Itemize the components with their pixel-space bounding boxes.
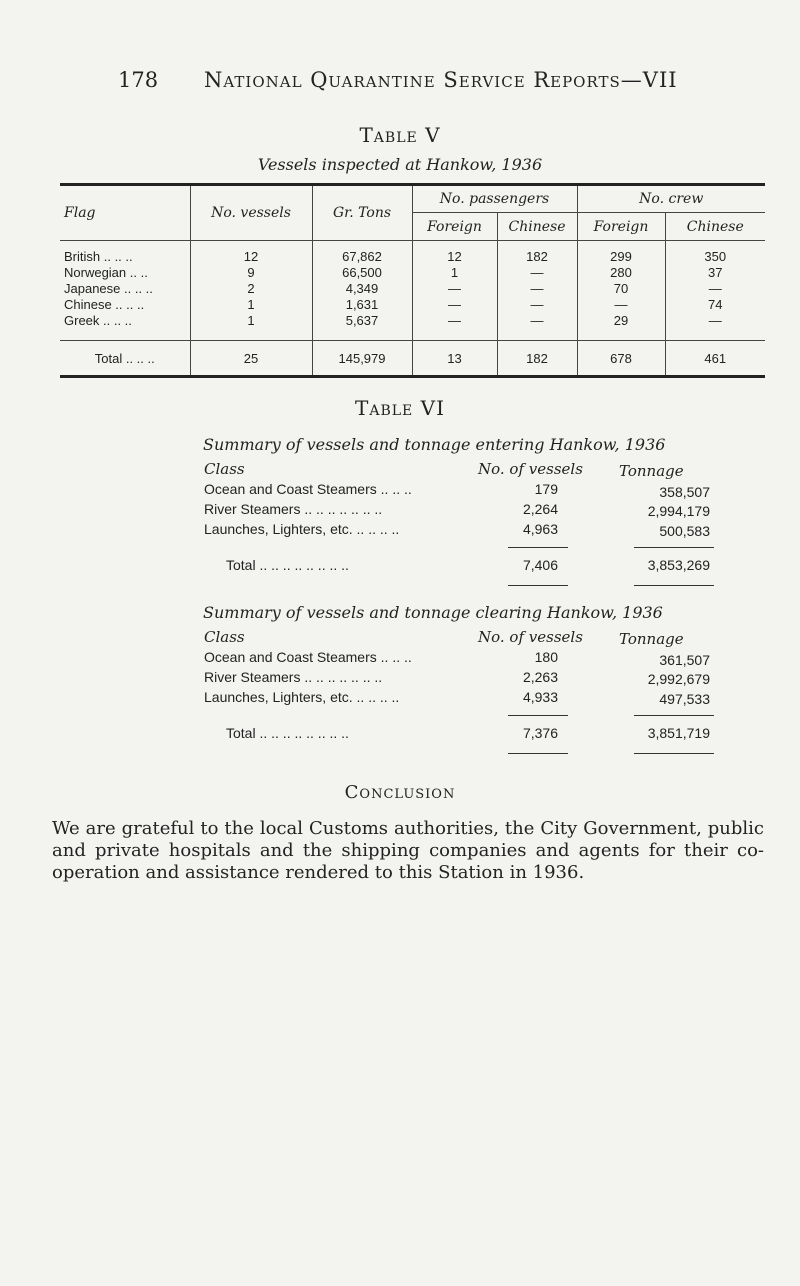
col-crew-foreign: Foreign [577, 213, 665, 241]
entering-row-vessels: 2,264 [522, 501, 558, 517]
col-passengers-foreign: Foreign [412, 213, 497, 241]
total-crew-chinese: 461 [665, 341, 765, 377]
cell-passengers-chinese: 182 [497, 249, 577, 265]
entering-col-class: Class [204, 460, 245, 478]
entering-total-rule [508, 585, 568, 586]
clearing-col-tonnage: Tonnage [619, 630, 684, 648]
clearing-total-rule [508, 753, 568, 754]
cell-passengers-foreign: — [412, 313, 497, 329]
entering-row-label: Launches, Lighters, etc. .. .. .. .. [204, 521, 400, 537]
clearing-total-label: Total .. .. .. .. .. .. .. .. [226, 725, 349, 741]
total-passengers-chinese: 182 [497, 341, 577, 377]
page-number: 178 [118, 68, 159, 92]
col-flag: Flag [64, 205, 96, 221]
conclusion-heading: Conclusion [344, 782, 456, 803]
running-title: National Quarantine Service Reports—VII [204, 68, 678, 92]
total-vessels: 25 [190, 341, 312, 377]
cell-vessels: 1 [190, 297, 312, 313]
table-row [60, 249, 765, 265]
cell-crew-chinese: 37 [665, 265, 765, 281]
entering-subtotal-rule [508, 547, 568, 548]
clearing-row-label: River Steamers .. .. .. .. .. .. .. [204, 669, 383, 685]
cell-flag: Norwegian .. .. [64, 264, 148, 280]
total-tons: 145,979 [312, 341, 412, 377]
cell-crew-chinese: — [665, 281, 765, 297]
cell-vessels: 12 [190, 249, 312, 265]
cell-passengers-chinese: — [497, 313, 577, 329]
cell-crew-foreign: — [577, 297, 665, 313]
clearing-row-tonnage: 2,992,679 [647, 671, 710, 687]
clearing-subtotal-rule [508, 715, 568, 716]
conclusion-text: We are grateful to the local Customs authorities, the City Government, public and private hospitals and the shipping companies and agents for their co-operation and assistance rendered to this Station in 1936. [52, 818, 764, 883]
clearing-subtitle: Summary of vessels and tonnage clearing Hankow, 1936 [203, 603, 663, 622]
clearing-total-rule [634, 753, 714, 754]
entering-col-tonnage: Tonnage [619, 462, 684, 480]
total-passengers-foreign: 13 [412, 341, 497, 377]
cell-crew-chinese: 74 [665, 297, 765, 313]
entering-subtotal-rule [634, 547, 714, 548]
cell-crew-foreign: 29 [577, 313, 665, 329]
cell-vessels: 2 [190, 281, 312, 297]
entering-total-tonnage: 3,853,269 [647, 557, 710, 573]
clearing-row-vessels: 2,263 [522, 669, 558, 685]
cell-passengers-foreign: 12 [412, 249, 497, 265]
clearing-row-vessels: 180 [534, 649, 558, 665]
cell-crew-foreign: 70 [577, 281, 665, 297]
cell-flag: Chinese .. .. .. [64, 296, 145, 312]
cell-vessels: 9 [190, 265, 312, 281]
clearing-col-class: Class [204, 628, 245, 646]
entering-total-label: Total .. .. .. .. .. .. .. .. [226, 557, 349, 573]
table-row [60, 265, 765, 281]
table-v [60, 183, 765, 378]
cell-flag: Greek .. .. .. [64, 312, 132, 328]
entering-row-vessels: 4,963 [522, 521, 558, 537]
col-passengers-chinese: Chinese [497, 213, 577, 241]
entering-row-tonnage: 2,994,179 [647, 503, 710, 519]
cell-tons: 4,349 [312, 281, 412, 297]
cell-tons: 1,631 [312, 297, 412, 313]
table-total-row [60, 341, 765, 377]
clearing-row-tonnage: 361,507 [659, 652, 710, 668]
table-vi-title: Table VI [355, 396, 445, 420]
table-row [60, 281, 765, 297]
col-tons: Gr. Tons [312, 185, 412, 241]
cell-passengers-foreign: 1 [412, 265, 497, 281]
clearing-total-vessels: 7,376 [522, 725, 558, 741]
entering-total-rule [634, 585, 714, 586]
entering-col-vessels: No. of vessels [478, 460, 583, 478]
total-label: Total .. .. .. [94, 350, 155, 366]
cell-crew-chinese: 350 [665, 249, 765, 265]
table-v-title: Table V [359, 123, 441, 147]
cell-passengers-foreign: — [412, 281, 497, 297]
cell-passengers-chinese: — [497, 297, 577, 313]
col-crew-chinese: Chinese [665, 213, 765, 241]
cell-crew-foreign: 299 [577, 249, 665, 265]
table-row [60, 297, 765, 313]
clearing-subtotal-rule [634, 715, 714, 716]
clearing-total-tonnage: 3,851,719 [647, 725, 710, 741]
clearing-col-vessels: No. of vessels [478, 628, 583, 646]
entering-subtitle: Summary of vessels and tonnage entering Hankow, 1936 [203, 435, 666, 454]
cell-passengers-chinese: — [497, 265, 577, 281]
cell-crew-foreign: 280 [577, 265, 665, 281]
total-crew-foreign: 678 [577, 341, 665, 377]
clearing-row-label: Launches, Lighters, etc. .. .. .. .. [204, 689, 400, 705]
entering-row-vessels: 179 [534, 481, 558, 497]
col-passengers: No. passengers [412, 185, 577, 213]
table-v-subtitle: Vessels inspected at Hankow, 1936 [257, 155, 543, 174]
entering-row-label: River Steamers .. .. .. .. .. .. .. [204, 501, 383, 517]
cell-tons: 67,862 [312, 249, 412, 265]
clearing-row-vessels: 4,933 [522, 689, 558, 705]
entering-row-label: Ocean and Coast Steamers .. .. .. [204, 481, 412, 497]
table-row [60, 313, 765, 329]
clearing-row-label: Ocean and Coast Steamers .. .. .. [204, 649, 412, 665]
cell-passengers-foreign: — [412, 297, 497, 313]
cell-flag: British .. .. .. [64, 248, 133, 264]
cell-tons: 5,637 [312, 313, 412, 329]
entering-row-tonnage: 500,583 [659, 523, 710, 539]
entering-total-vessels: 7,406 [522, 557, 558, 573]
cell-crew-chinese: — [665, 313, 765, 329]
col-vessels: No. vessels [190, 185, 312, 241]
cell-passengers-chinese: — [497, 281, 577, 297]
clearing-row-tonnage: 497,533 [659, 691, 710, 707]
entering-row-tonnage: 358,507 [659, 484, 710, 500]
cell-vessels: 1 [190, 313, 312, 329]
col-crew: No. crew [577, 185, 765, 213]
cell-tons: 66,500 [312, 265, 412, 281]
cell-flag: Japanese .. .. .. [64, 280, 153, 296]
